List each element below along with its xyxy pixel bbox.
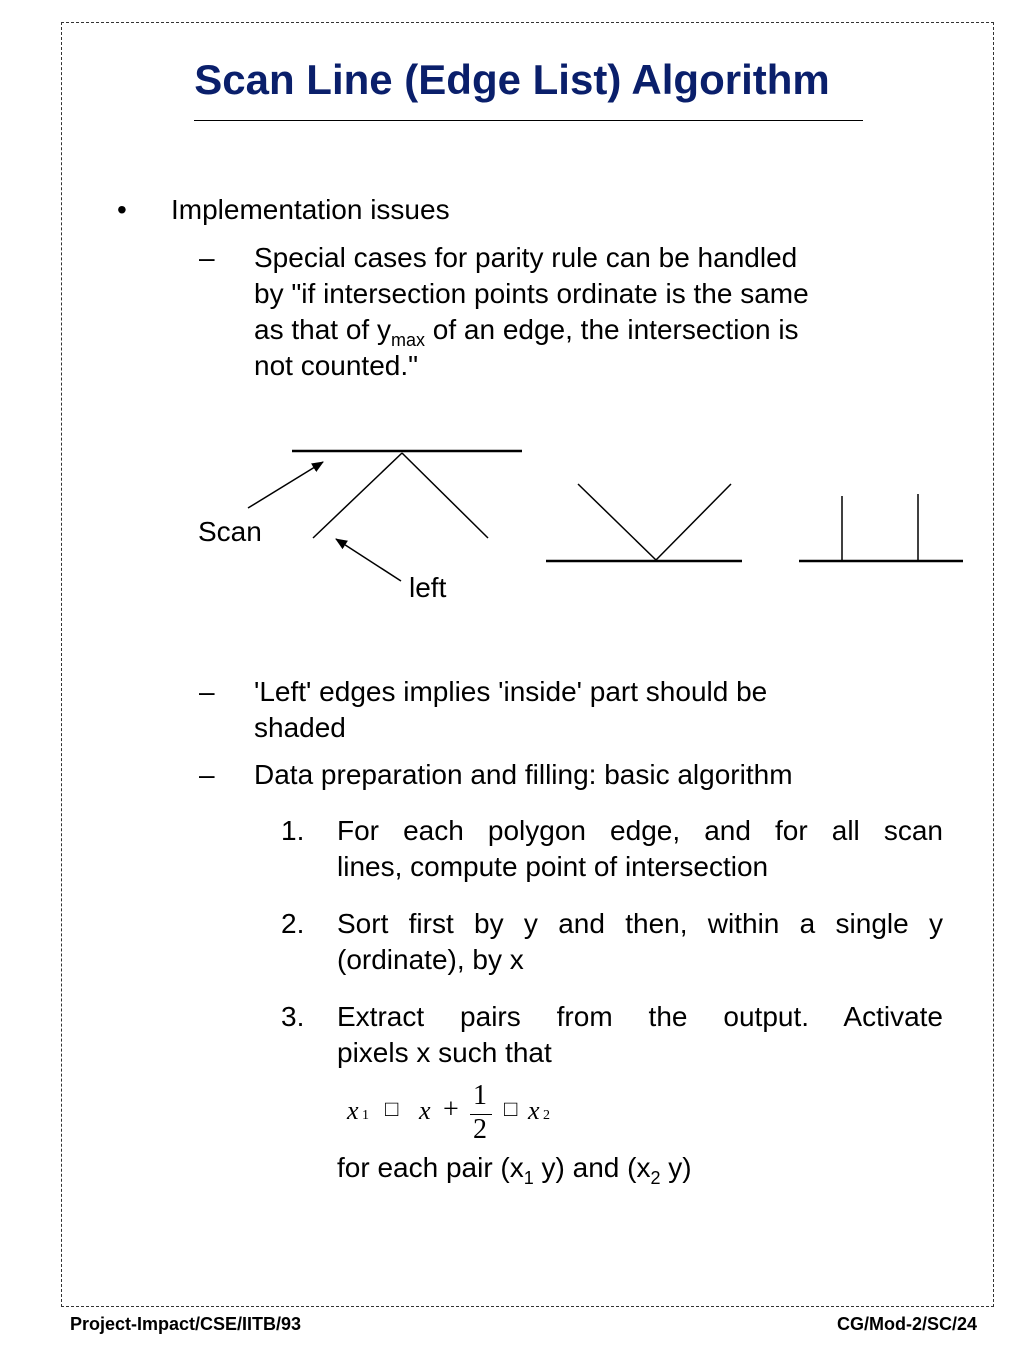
- left-edges-line-1: 'Left' edges implies 'inside' part should be: [254, 676, 768, 707]
- sub-bullet-left-edges: [254, 674, 934, 746]
- pair-subscript-1: 1: [523, 1168, 534, 1188]
- step-2-number: 2.: [281, 908, 305, 939]
- bullet-implementation-issues: Implementation issues: [171, 194, 450, 225]
- sub-bullet-data-preparation: Data preparation and filling: basic algorithm: [254, 759, 793, 790]
- formula-x2: x: [528, 1096, 540, 1125]
- scan-label: Scan: [198, 516, 262, 547]
- step-1-line-2: lines, compute point of intersection: [337, 851, 769, 882]
- bullet-marker: •: [117, 194, 127, 225]
- parity-line-4: not counted.": [254, 350, 419, 381]
- formula-operator-1: □: [385, 1096, 399, 1121]
- formula-operator-2: □: [504, 1096, 518, 1121]
- pair-text-c: y): [660, 1152, 692, 1183]
- step-1-number: 1.: [281, 815, 305, 846]
- parity-line-3-post: of an edge, the intersection is: [424, 314, 799, 345]
- left-edges-line-2: shaded: [254, 712, 346, 743]
- parity-line-1: Special cases for parity rule can be handled: [254, 242, 798, 273]
- step-3-line-1: Extract pairs from the output. Activate: [337, 1001, 943, 1032]
- dash-marker-2: –: [199, 676, 215, 707]
- pair-subscript-2: 2: [650, 1168, 661, 1188]
- pair-text-a: for each pair (x: [337, 1152, 524, 1183]
- step-2-line-1: Sort first by y and then, within a single y: [337, 908, 943, 939]
- slide-title: Scan Line (Edge List) Algorithm: [194, 56, 830, 103]
- formula-plus: +: [443, 1094, 459, 1125]
- pair-condition-line: [337, 1150, 692, 1186]
- step-3-line-2: pixels x such that: [337, 1037, 552, 1068]
- step-3-text: [337, 999, 943, 1071]
- step-1-line-1: For each polygon edge, and for all scan: [337, 815, 943, 846]
- formula-x2-subscript: 2: [543, 1108, 550, 1123]
- left-label: left: [409, 572, 447, 603]
- inequality-formula: [347, 1080, 607, 1146]
- step-1-text: [337, 813, 943, 885]
- ymax-subscript: max: [390, 330, 425, 350]
- step-2-line-2: (ordinate), by x: [337, 944, 524, 975]
- step-3-number: 3.: [281, 1001, 305, 1032]
- footer-right: CG/Mod-2/SC/24: [836, 1314, 977, 1334]
- formula-fraction-denominator: 2: [473, 1114, 487, 1145]
- parity-line-3-pre: as that of y: [254, 314, 391, 345]
- parity-line-2: by "if intersection points ordinate is the same: [254, 278, 809, 309]
- title-underline: [194, 120, 863, 121]
- formula-x: x: [419, 1096, 431, 1125]
- step-2-text: [337, 906, 943, 978]
- dash-marker-3: –: [199, 759, 215, 790]
- formula-x1-subscript: 1: [362, 1108, 369, 1123]
- sub-bullet-parity-rule: [254, 240, 934, 384]
- dash-marker-1: –: [199, 242, 215, 273]
- pair-text-b: y) and (x: [533, 1152, 651, 1183]
- formula-x1: x: [347, 1096, 359, 1125]
- formula-fraction-numerator: 1: [473, 1080, 487, 1111]
- footer-left: Project-Impact/CSE/IITB/93: [70, 1314, 302, 1334]
- parity-line-3: [254, 312, 934, 348]
